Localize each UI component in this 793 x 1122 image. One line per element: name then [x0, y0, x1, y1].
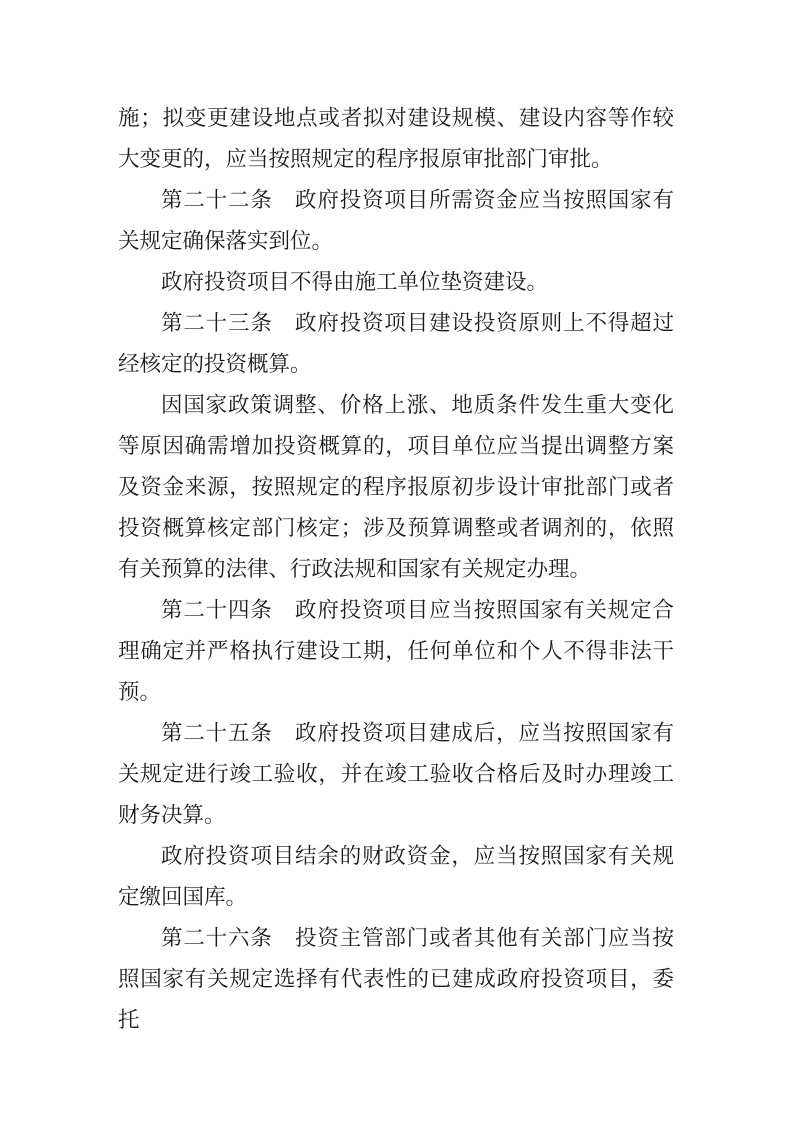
- paragraph: 第二十三条 政府投资项目建设投资原则上不得超过经核定的投资概算。: [118, 311, 674, 377]
- paragraph: 施；拟变更建设地点或者拟对建设规模、建设内容等作较大变更的，应当按照规定的程序报原审批部门审批。: [118, 106, 674, 172]
- paragraph: 第二十四条 政府投资项目应当按照国家有关规定合理确定并严格执行建设工期，任何单位和个人不得非法干预。: [118, 598, 674, 705]
- document-body: [118, 98, 674, 1041]
- paragraph: 第二十五条 政府投资项目建成后，应当按照国家有关规定进行竣工验收，并在竣工验收合格后及时办理竣工财务决算。: [118, 721, 674, 828]
- paragraph: 第二十二条 政府投资项目所需资金应当按照国家有关规定确保落实到位。: [118, 188, 674, 254]
- paragraph: 第二十六条 投资主管部门或者其他有关部门应当按照国家有关规定选择有代表性的已建成政府投资项目，委托: [118, 926, 674, 1033]
- paragraph: 因国家政策调整、价格上涨、地质条件发生重大变化等原因确需增加投资概算的，项目单位应当提出调整方案及资金来源，按照规定的程序报原初步设计审批部门或者投资概算核定部门核定；涉及预算调整或者调剂的，依照有关预算的法律、行政法规和国家有关规定办理。: [118, 393, 674, 582]
- paragraph: 政府投资项目结余的财政资金，应当按照国家有关规定缴回国库。: [118, 844, 674, 910]
- paragraph: 政府投资项目不得由施工单位垫资建设。: [161, 270, 549, 295]
